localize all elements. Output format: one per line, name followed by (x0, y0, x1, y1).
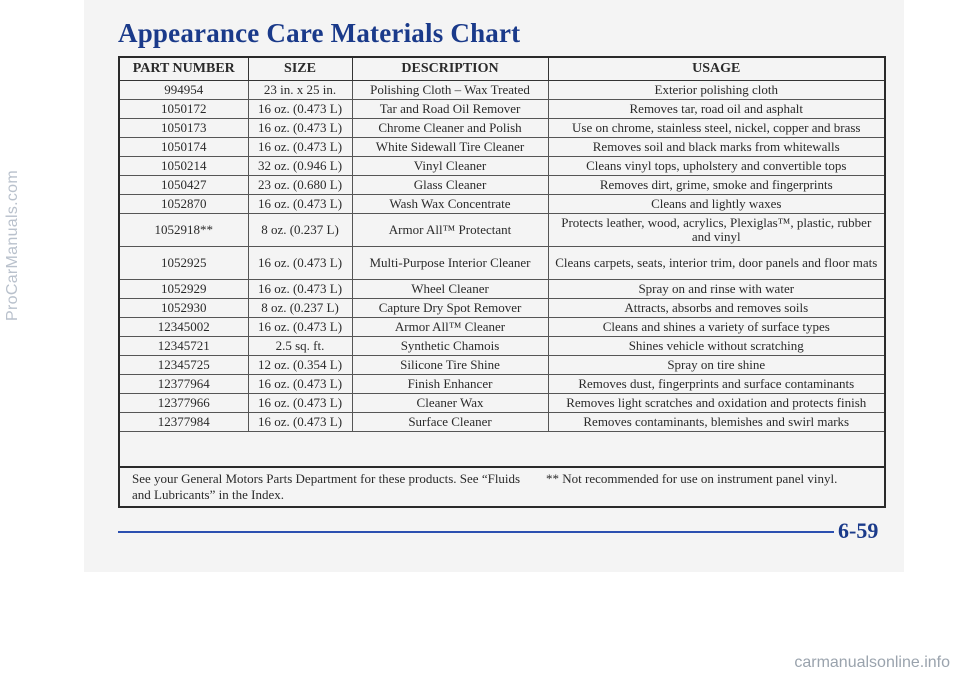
page-title: Appearance Care Materials Chart (118, 18, 521, 48)
cell-size: 8 oz. (0.237 L) (248, 299, 352, 318)
cell-usage: Attracts, absorbs and removes soils (548, 299, 884, 318)
cell-part-number: 12377964 (120, 375, 248, 394)
cell-size: 16 oz. (0.473 L) (248, 318, 352, 337)
cell-description: Finish Enhancer (352, 375, 548, 394)
cell-usage: Cleans carpets, seats, interior trim, door panels and floor mats (548, 247, 884, 280)
cell-description: Tar and Road Oil Remover (352, 100, 548, 119)
table-row (120, 375, 884, 394)
cell-part-number: 12377984 (120, 413, 248, 432)
cell-usage: Spray on and rinse with water (548, 280, 884, 299)
cell-description: White Sidewall Tire Cleaner (352, 138, 548, 157)
page-number: 6-59 (838, 518, 879, 543)
bottom-rule (118, 531, 834, 533)
table-row (120, 195, 884, 214)
table-row (120, 356, 884, 375)
cell-usage: Cleans and lightly waxes (548, 195, 884, 214)
cell-part-number: 12345721 (120, 337, 248, 356)
table-row (120, 138, 884, 157)
cell-size: 16 oz. (0.473 L) (248, 100, 352, 119)
cell-part-number: 1052925 (120, 247, 248, 280)
cell-usage: Cleans and shines a variety of surface types (548, 318, 884, 337)
cell-part-number: 1052930 (120, 299, 248, 318)
header-part-number: PART NUMBER (120, 58, 248, 81)
cell-part-number: 1050174 (120, 138, 248, 157)
cell-part-number: 994954 (120, 81, 248, 100)
cell-description: Cleaner Wax (352, 394, 548, 413)
cell-description: Armor All™ Cleaner (352, 318, 548, 337)
cell-size: 8 oz. (0.237 L) (248, 214, 352, 247)
cell-usage: Removes contaminants, blemishes and swirl marks (548, 413, 884, 432)
table-header-row (120, 58, 884, 81)
cell-description: Multi-Purpose Interior Cleaner (352, 247, 548, 280)
bottom-watermark: carmanualsonline.info (794, 654, 950, 671)
cell-usage: Exterior polishing cloth (548, 81, 884, 100)
cell-usage: Use on chrome, stainless steel, nickel, copper and brass (548, 119, 884, 138)
materials-table (120, 58, 884, 432)
cell-part-number: 12345002 (120, 318, 248, 337)
footer-parts-note: See your General Motors Parts Department for these products. See “Fluids and Lubricants” in the Index. (132, 471, 521, 502)
cell-part-number: 12377966 (120, 394, 248, 413)
table-row (120, 100, 884, 119)
cell-description: Synthetic Chamois (352, 337, 548, 356)
cell-description: Glass Cleaner (352, 176, 548, 195)
cell-size: 16 oz. (0.473 L) (248, 138, 352, 157)
cell-description: Capture Dry Spot Remover (352, 299, 548, 318)
cell-part-number: 1050172 (120, 100, 248, 119)
cell-description: Surface Cleaner (352, 413, 548, 432)
chart-footer (120, 466, 884, 506)
cell-part-number: 1052870 (120, 195, 248, 214)
table-row (120, 157, 884, 176)
cell-size: 12 oz. (0.354 L) (248, 356, 352, 375)
cell-usage: Removes dust, fingerprints and surface contaminants (548, 375, 884, 394)
cell-size: 16 oz. (0.473 L) (248, 394, 352, 413)
cell-part-number: 1050173 (120, 119, 248, 138)
cell-size: 2.5 sq. ft. (248, 337, 352, 356)
cell-description: Armor All™ Protectant (352, 214, 548, 247)
cell-usage: Shines vehicle without scratching (548, 337, 884, 356)
cell-part-number: 1050427 (120, 176, 248, 195)
cell-description: Vinyl Cleaner (352, 157, 548, 176)
table-row (120, 81, 884, 100)
table-row (120, 214, 884, 247)
cell-part-number: 1052929 (120, 280, 248, 299)
cell-part-number: 1052918** (120, 214, 248, 247)
cell-size: 16 oz. (0.473 L) (248, 413, 352, 432)
table-row (120, 299, 884, 318)
cell-size: 16 oz. (0.473 L) (248, 375, 352, 394)
cell-usage: Cleans vinyl tops, upholstery and convertible tops (548, 157, 884, 176)
cell-description: Wash Wax Concentrate (352, 195, 548, 214)
cell-usage: Removes light scratches and oxidation and protects finish (548, 394, 884, 413)
table-row (120, 119, 884, 138)
cell-description: Wheel Cleaner (352, 280, 548, 299)
table-row (120, 176, 884, 195)
cell-size: 16 oz. (0.473 L) (248, 280, 352, 299)
cell-description: Polishing Cloth – Wax Treated (352, 81, 548, 100)
cell-size: 16 oz. (0.473 L) (248, 119, 352, 138)
footer-vinyl-note: ** Not recommended for use on instrument panel vinyl. (546, 471, 838, 486)
table-row (120, 247, 884, 280)
cell-size: 16 oz. (0.473 L) (248, 195, 352, 214)
materials-chart (118, 56, 886, 508)
side-watermark: ProCarManuals.com (4, 170, 21, 321)
cell-usage: Removes soil and black marks from whitewalls (548, 138, 884, 157)
cell-size: 16 oz. (0.473 L) (248, 247, 352, 280)
cell-usage: Spray on tire shine (548, 356, 884, 375)
header-usage: USAGE (548, 58, 884, 81)
table-body (120, 81, 884, 432)
table-row (120, 318, 884, 337)
header-size: SIZE (248, 58, 352, 81)
header-description: DESCRIPTION (352, 58, 548, 81)
table-row (120, 280, 884, 299)
cell-description: Chrome Cleaner and Polish (352, 119, 548, 138)
cell-size: 23 in. x 25 in. (248, 81, 352, 100)
cell-usage: Removes dirt, grime, smoke and fingerprints (548, 176, 884, 195)
cell-usage: Protects leather, wood, acrylics, Plexiglas™, plastic, rubber and vinyl (548, 214, 884, 247)
table-row (120, 394, 884, 413)
cell-usage: Removes tar, road oil and asphalt (548, 100, 884, 119)
cell-part-number: 12345725 (120, 356, 248, 375)
cell-size: 23 oz. (0.680 L) (248, 176, 352, 195)
cell-size: 32 oz. (0.946 L) (248, 157, 352, 176)
cell-description: Silicone Tire Shine (352, 356, 548, 375)
table-row (120, 413, 884, 432)
cell-part-number: 1050214 (120, 157, 248, 176)
table-row (120, 337, 884, 356)
